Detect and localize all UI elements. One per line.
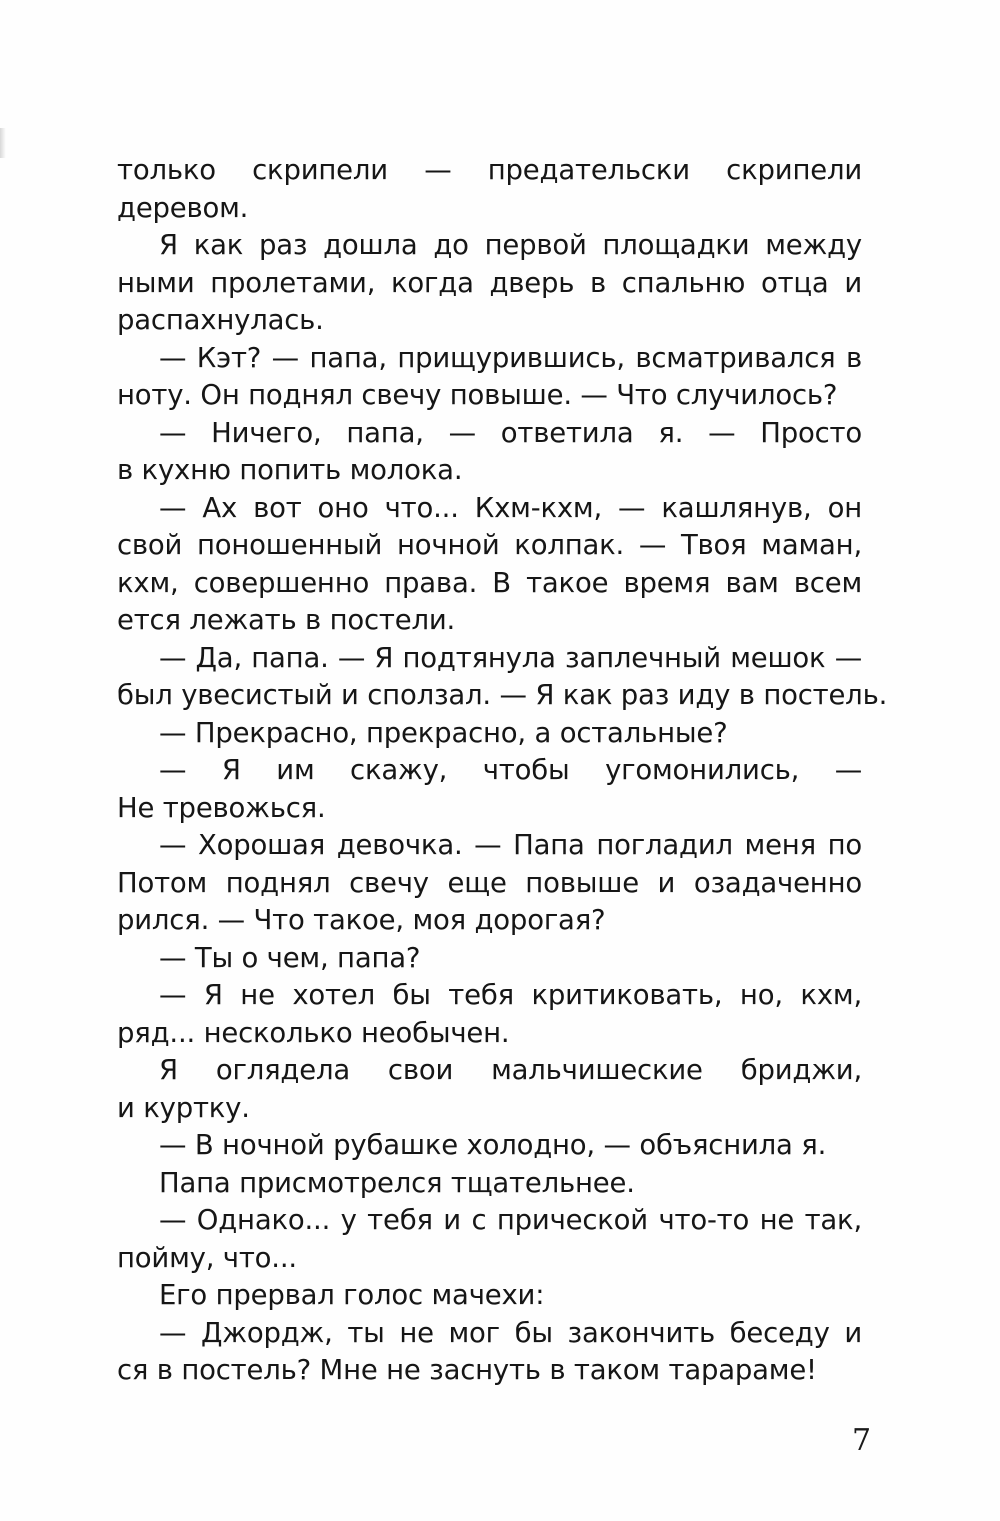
text-line: был увесистый и сползал. — Я как раз иду в постель.: [117, 679, 888, 711]
page-text: [117, 152, 888, 1390]
text-line: — Ничего, папа, — ответила я. — Просто: [159, 416, 862, 449]
text-line: только скрипели — предательски скрипели: [117, 154, 862, 186]
text-line: в кухню попить молока.: [117, 454, 463, 486]
page-number: 7: [852, 1423, 872, 1458]
text-line: ряд... несколько необычен.: [117, 1016, 510, 1049]
text-line: — Ах вот оно что... Кхм-кхм, — кашлянув, он: [159, 491, 862, 524]
text-line: ся в постель? Мне не заснуть в таком тарараме!: [117, 1354, 817, 1386]
text-line: — Кэт? — папа, прищурившись, всматривался в: [159, 341, 862, 374]
text-line: — Я не хотел бы тебя критиковать, но, кхм,: [159, 979, 862, 1011]
text-line: пойму, что...: [117, 1241, 297, 1274]
text-line: кхм, совершенно права. В такое время вам всем: [117, 566, 862, 599]
text-line: деревом.: [117, 191, 249, 224]
text-line: Потом поднял свечу еще повыше и озадаченно: [117, 866, 862, 899]
text-line: Папа присмотрелся тщательнее.: [159, 1166, 635, 1199]
text-line: — Да, папа. — Я подтянула заплечный мешок —: [159, 641, 862, 674]
text-line: ными пролетами, когда дверь в спальню отца и: [117, 266, 862, 299]
text-line: Не тревожься.: [117, 791, 326, 824]
text-line: — Ты о чем, папа?: [159, 941, 421, 974]
text-line: и куртку.: [117, 1091, 250, 1124]
text-line: — Хорошая девочка. — Папа погладил меня по: [159, 829, 862, 861]
text-line: распахнулась.: [117, 304, 324, 336]
text-line: ноту. Он поднял свечу повыше. — Что случилось?: [117, 379, 838, 411]
text-line: рился. — Что такое, моя дорогая?: [117, 904, 606, 936]
text-line: ется лежать в постели.: [117, 604, 456, 636]
text-line: Я оглядела свои мальчишеские бриджи,: [159, 1054, 862, 1086]
text-line: — В ночной рубашке холодно, — объяснила я.: [159, 1129, 827, 1161]
text-line: Я как раз дошла до первой площадки между: [159, 229, 862, 261]
text-line: — Однако... у тебя и с прической что-то не так,: [159, 1204, 862, 1236]
text-line: Его прервал голос мачехи:: [159, 1279, 545, 1311]
text-line: — Джордж, ты не мог бы закончить беседу и: [159, 1316, 862, 1349]
page-edge-shadow: [0, 128, 6, 158]
text-line: — Я им скажу, чтобы угомонились, —: [159, 754, 862, 786]
text-line: — Прекрасно, прекрасно, а остальные?: [159, 716, 728, 749]
text-line: свой поношенный ночной колпак. — Твоя маман,: [117, 529, 862, 561]
